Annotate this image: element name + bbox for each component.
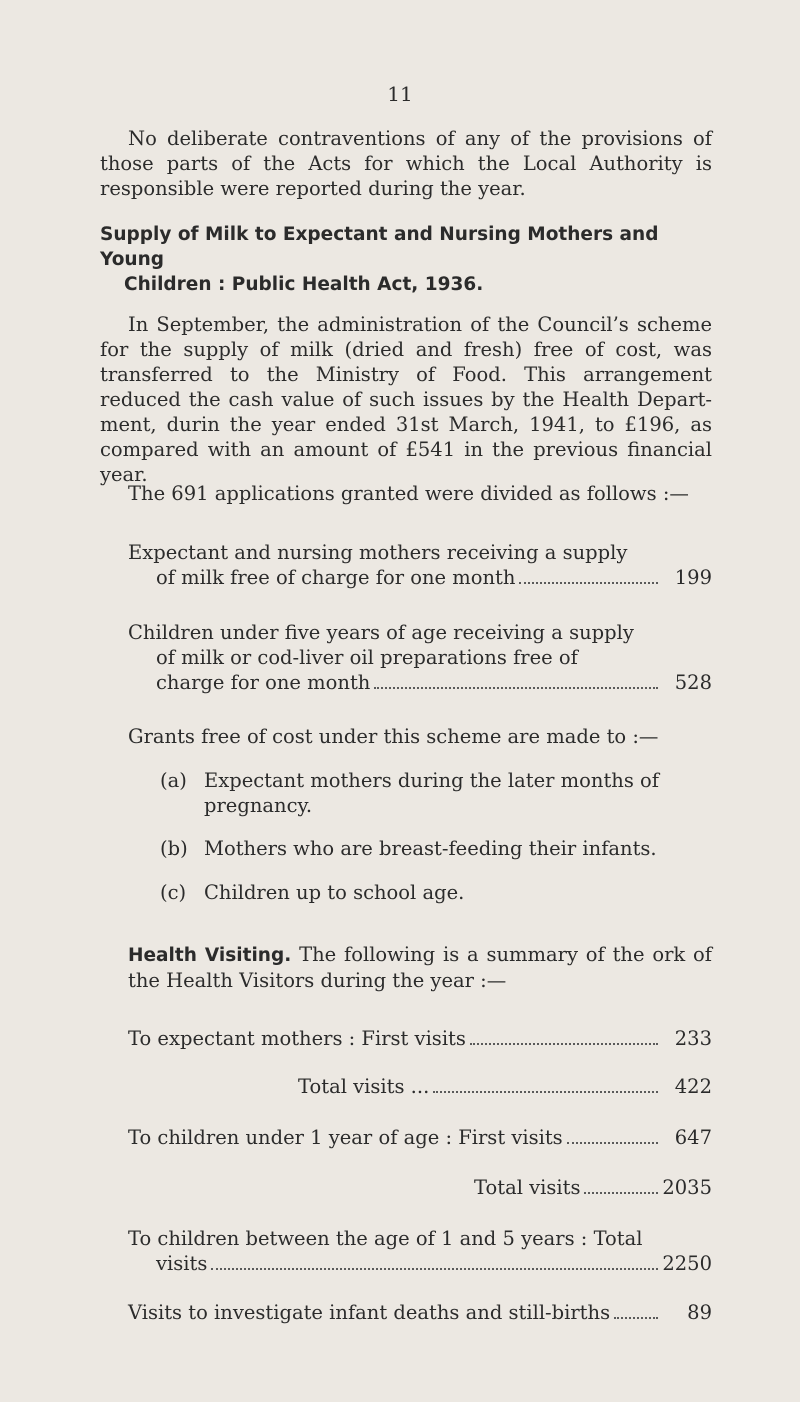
stat-value: 2250 [662, 1252, 712, 1275]
expectant-first-visits [128, 1026, 712, 1051]
dot-leader [211, 1268, 658, 1270]
health-visiting-paragraph [100, 942, 712, 993]
older-children-visits [128, 1226, 712, 1276]
health-visiting-text: The following is a summary of the ork of the Health Visitors during the year :— [128, 943, 712, 992]
grants-intro: Grants free of cost under this scheme are made to :— [128, 725, 659, 748]
grant-text: Mothers who are breast-feeding their infants. [204, 837, 657, 860]
entry-value: 528 [674, 671, 712, 694]
grant-text: Children up to school age. [204, 881, 465, 904]
stat-label: To children under 1 year of age : First visits [128, 1126, 563, 1149]
dot-leader [519, 582, 658, 584]
milk-heading-line-1: Supply of Milk to Expectant and Nursing Mothers and Young [100, 224, 659, 270]
stat-label: To children between the age of 1 and 5 years : Total [128, 1227, 643, 1250]
application-entry-mothers [128, 540, 712, 590]
grant-item [160, 880, 720, 905]
grant-marker: (b) [160, 837, 188, 860]
dot-leader [470, 1043, 658, 1045]
entry-value: 199 [674, 566, 712, 589]
milk-section-heading [100, 222, 712, 297]
infant-deaths-visits [128, 1300, 712, 1325]
entry-line: Expectant and nursing mothers receiving a supply [128, 541, 628, 564]
entry-line: of milk or cod-liver oil preparations free of [156, 646, 578, 669]
stat-label: visits [156, 1252, 208, 1275]
dot-leader [614, 1317, 658, 1319]
stat-value: 647 [674, 1126, 712, 1149]
stat-value: 2035 [662, 1176, 712, 1199]
children-total-visits [474, 1175, 712, 1200]
stat-label: Total visits ... [298, 1075, 430, 1098]
dot-leader [433, 1091, 658, 1093]
milk-heading-line-2: Children : Public Health Act, 1936. [124, 274, 484, 295]
stat-label: Visits to investigate infant deaths and still-births [128, 1301, 611, 1324]
grant-marker: (c) [160, 881, 187, 904]
intro-paragraph: No deliberate contraventions of any of the provisions of those parts of the Acts for which the Local Authority is responsible were reported during the year. [100, 127, 712, 200]
health-visiting-heading: Health Visiting. [128, 945, 292, 966]
expectant-total-visits [298, 1074, 712, 1099]
page-number: 11 [387, 82, 413, 106]
grant-text: Expectant mothers during the later months of pregnancy. [204, 769, 660, 817]
entry-line: of milk free of charge for one month [156, 566, 516, 589]
dot-leader [567, 1142, 658, 1144]
grant-item [160, 836, 720, 861]
entry-line: Children under five years of age receiving a supply [128, 621, 634, 644]
milk-paragraph: In September, the administration of the Council’s scheme for the supply of milk (dried and fresh) free of cost, was transferred to the Ministry of Food. This arrangement reduced the cash value of such issues by the Health Depart-ment, durin the year ended 31st March, 1941, to £196, as compared with an amount of £541 in the previous financial year. [100, 313, 712, 486]
grant-marker: (a) [160, 769, 187, 792]
stat-value: 233 [674, 1027, 712, 1050]
stat-value: 422 [674, 1075, 712, 1098]
entry-line: charge for one month [156, 671, 371, 694]
children-first-visits [128, 1125, 712, 1150]
stat-label: Total visits [474, 1176, 581, 1199]
application-entry-children [128, 620, 712, 695]
stat-value: 89 [687, 1301, 712, 1324]
dot-leader [374, 687, 658, 689]
stat-label: To expectant mothers : First visits [128, 1027, 466, 1050]
applications-intro: The 691 applications granted were divided as follows :— [128, 482, 689, 505]
grant-item [160, 768, 720, 818]
dot-leader [584, 1192, 658, 1194]
